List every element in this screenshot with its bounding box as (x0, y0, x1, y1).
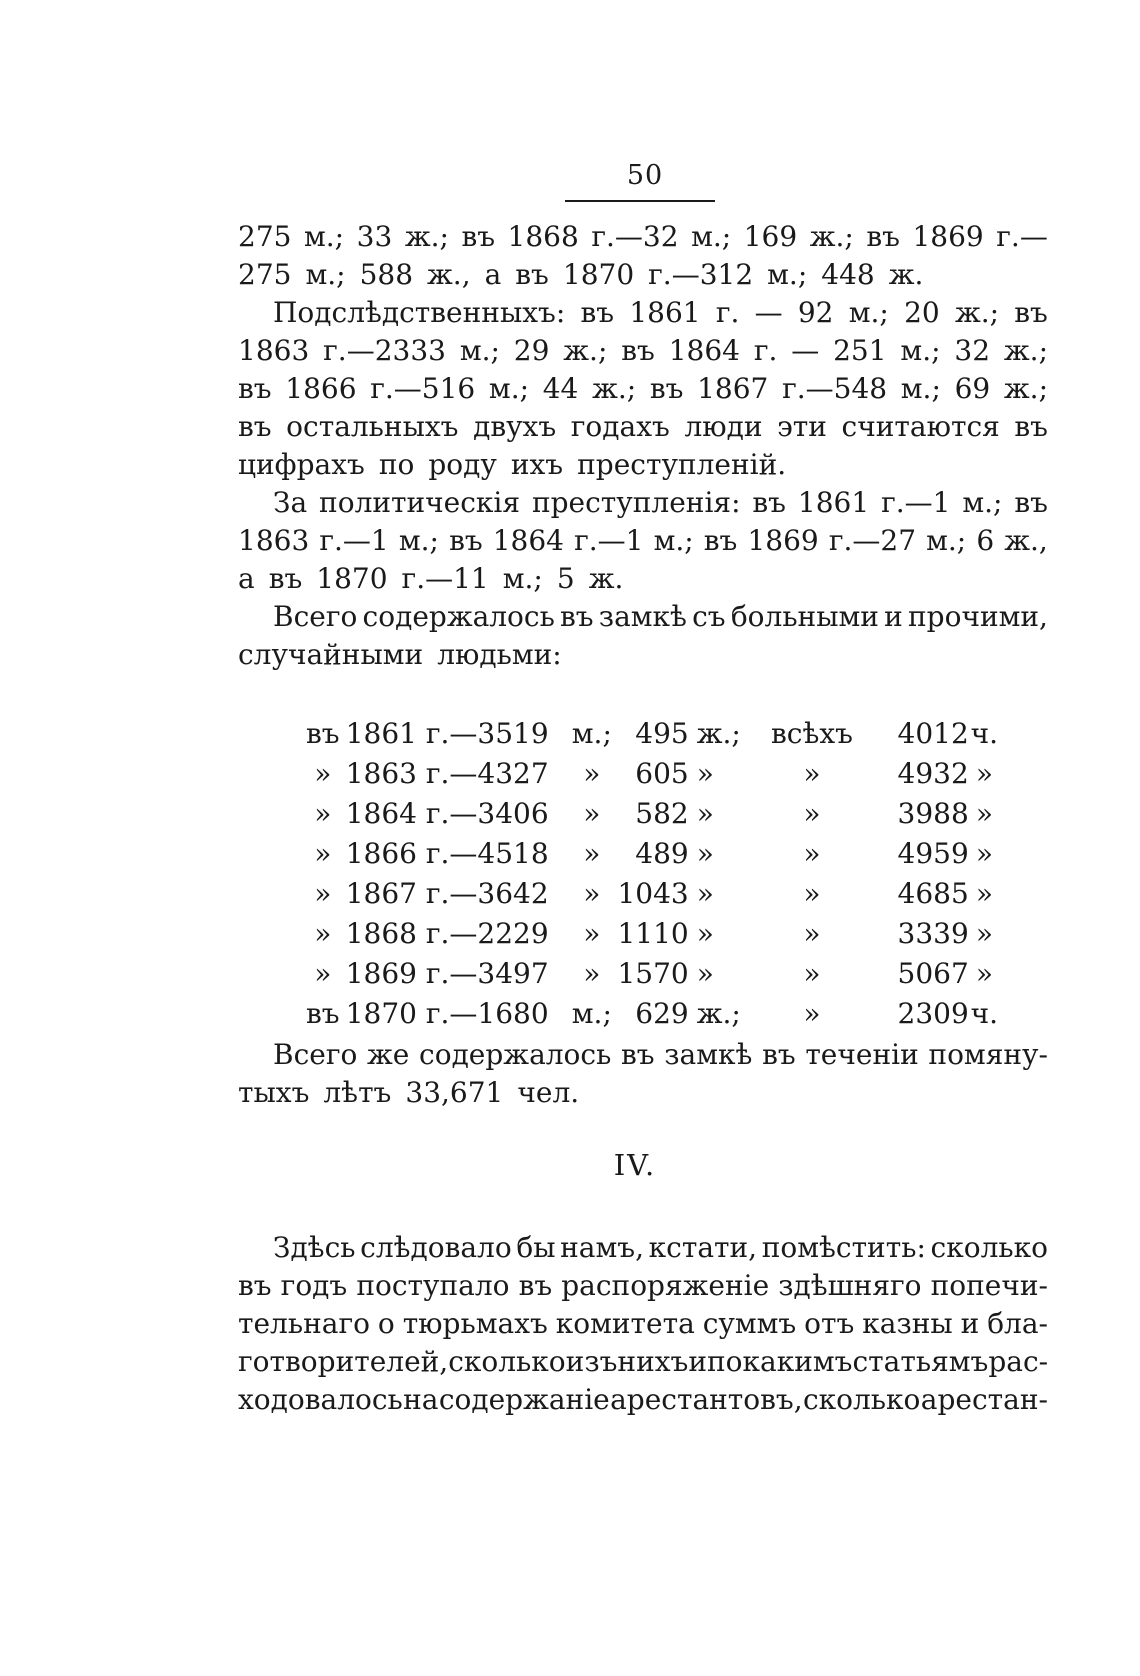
text-line: Здѣсь слѣдовало бы намъ, кстати, помѣстить: сколько (273, 1231, 1048, 1264)
table-cell: ч. (970, 996, 999, 1030)
text-line: ходовалось на содержаніе арестантовъ, сколько арестан- (238, 1383, 1048, 1416)
table-cell: 1866 г.—4518 (345, 836, 549, 870)
table-cell: » (696, 796, 714, 830)
text-line: а въ 1870 г.—11 м.; 5 ж. (238, 562, 624, 595)
table-cell: » (583, 956, 601, 990)
table-cell: » (975, 876, 993, 910)
table-cell: въ (306, 716, 340, 750)
table-cell: » (803, 956, 821, 990)
table-row (300, 953, 1000, 993)
text-line: За политическія преступленія: въ 1861 г.—1 м.; въ (273, 486, 1048, 519)
text-line: 275 м.; 33 ж.; въ 1868 г.—32 м.; 169 ж.; въ 1869 г.— (238, 220, 1048, 253)
table-cell: м.; (571, 716, 612, 750)
text-line: цифрахъ по роду ихъ преступленій. (238, 448, 787, 481)
table-cell: » (975, 796, 993, 830)
table-cell: 3339 (897, 916, 969, 950)
table-cell: 1110 (617, 916, 689, 950)
table-cell: 1867 г.—3642 (345, 876, 549, 910)
table-cell: » (803, 996, 821, 1030)
table-cell: » (696, 876, 714, 910)
table-row (300, 753, 1000, 793)
table-cell: 2309 (897, 996, 969, 1030)
text-line: въ годъ поступало въ распоряженіе здѣшняго попечи- (238, 1269, 1048, 1302)
table-cell: 1861 г.—3519 (345, 716, 549, 750)
table-cell: » (975, 756, 993, 790)
table-row (300, 713, 1000, 753)
table-cell: 1864 г.—3406 (345, 796, 549, 830)
table-cell: 582 (635, 796, 689, 830)
table-cell: ч. (970, 716, 999, 750)
text-line: въ остальныхъ двухъ годахъ люди эти считаются въ (238, 410, 1048, 443)
table-cell: » (696, 916, 714, 950)
text-line: 1863 г.—1 м.; въ 1864 г.—1 м.; въ 1869 г.—27 м.; 6 ж., (238, 524, 1048, 557)
table-cell: 4932 (897, 756, 969, 790)
table-row (300, 873, 1000, 913)
table-cell: 4012 (897, 716, 969, 750)
prisoner-statistics-table (300, 713, 1000, 1033)
table-cell: » (803, 756, 821, 790)
table-cell: » (583, 876, 601, 910)
text-line: тыхъ лѣтъ 33,671 чел. (238, 1076, 580, 1109)
text-line: тельнаго о тюрьмахъ комитета суммъ отъ казны и бла- (238, 1307, 1048, 1340)
table-row (300, 793, 1000, 833)
table-cell: 495 (635, 716, 689, 750)
table-cell: 5067 (897, 956, 969, 990)
table-row (300, 833, 1000, 873)
table-row (300, 993, 1000, 1033)
table-cell: 1869 г.—3497 (345, 956, 549, 990)
table-cell: 4959 (897, 836, 969, 870)
text-line: готворителей, сколько изъ нихъ и по какимъ статьямъ рас- (238, 1345, 1049, 1378)
table-cell: » (314, 956, 332, 990)
table-cell: » (696, 836, 714, 870)
text-line: 1863 г.—2333 м.; 29 ж.; въ 1864 г. — 251 м.; 32 ж.; (238, 334, 1048, 367)
text-line: Всего же содержалось въ замкѣ въ теченіи помяну- (273, 1038, 1048, 1071)
table-cell: » (314, 756, 332, 790)
table-cell: 629 (635, 996, 689, 1030)
table-cell: м.; (571, 996, 612, 1030)
table-cell: 1870 г.—1680 (345, 996, 549, 1030)
table-cell: 1043 (617, 876, 689, 910)
table-cell: » (314, 876, 332, 910)
table-cell: » (975, 836, 993, 870)
table-cell: всѣхъ (771, 716, 853, 750)
page-number: 50 (626, 160, 664, 191)
table-cell: ж.; (696, 996, 741, 1030)
header-rule (565, 200, 715, 202)
table-cell: ж.; (696, 716, 741, 750)
table-cell: » (696, 756, 714, 790)
section-heading: IV. (613, 1148, 657, 1182)
table-cell: » (583, 916, 601, 950)
table-cell: 4685 (897, 876, 969, 910)
text-line: Всего содержалось въ замкѣ съ больными и прочими, (273, 600, 1048, 633)
table-cell: » (803, 836, 821, 870)
table-cell: » (696, 956, 714, 990)
table-cell: » (975, 956, 993, 990)
table-cell: » (975, 916, 993, 950)
table-cell: » (803, 876, 821, 910)
text-line: Подслѣдственныхъ: въ 1861 г. — 92 м.; 20 ж.; въ (273, 296, 1048, 329)
table-cell: 1863 г.—4327 (345, 756, 549, 790)
table-cell: 605 (635, 756, 689, 790)
table-cell: въ (306, 996, 340, 1030)
table-cell: » (314, 916, 332, 950)
table-row (300, 913, 1000, 953)
table-cell: » (583, 796, 601, 830)
table-cell: » (314, 836, 332, 870)
table-cell: » (803, 796, 821, 830)
text-line: въ 1866 г.—516 м.; 44 ж.; въ 1867 г.—548 м.; 69 ж.; (238, 372, 1048, 405)
table-cell: » (583, 756, 601, 790)
table-cell: 1868 г.—2229 (345, 916, 549, 950)
table-cell: 1570 (617, 956, 689, 990)
table-cell: » (314, 796, 332, 830)
text-line: случайными людьми: (238, 638, 562, 671)
text-line: 275 м.; 588 ж., а въ 1870 г.—312 м.; 448 ж. (238, 258, 924, 291)
table-cell: 3988 (897, 796, 969, 830)
table-cell: » (583, 836, 601, 870)
table-cell: » (803, 916, 821, 950)
table-cell: 489 (635, 836, 689, 870)
